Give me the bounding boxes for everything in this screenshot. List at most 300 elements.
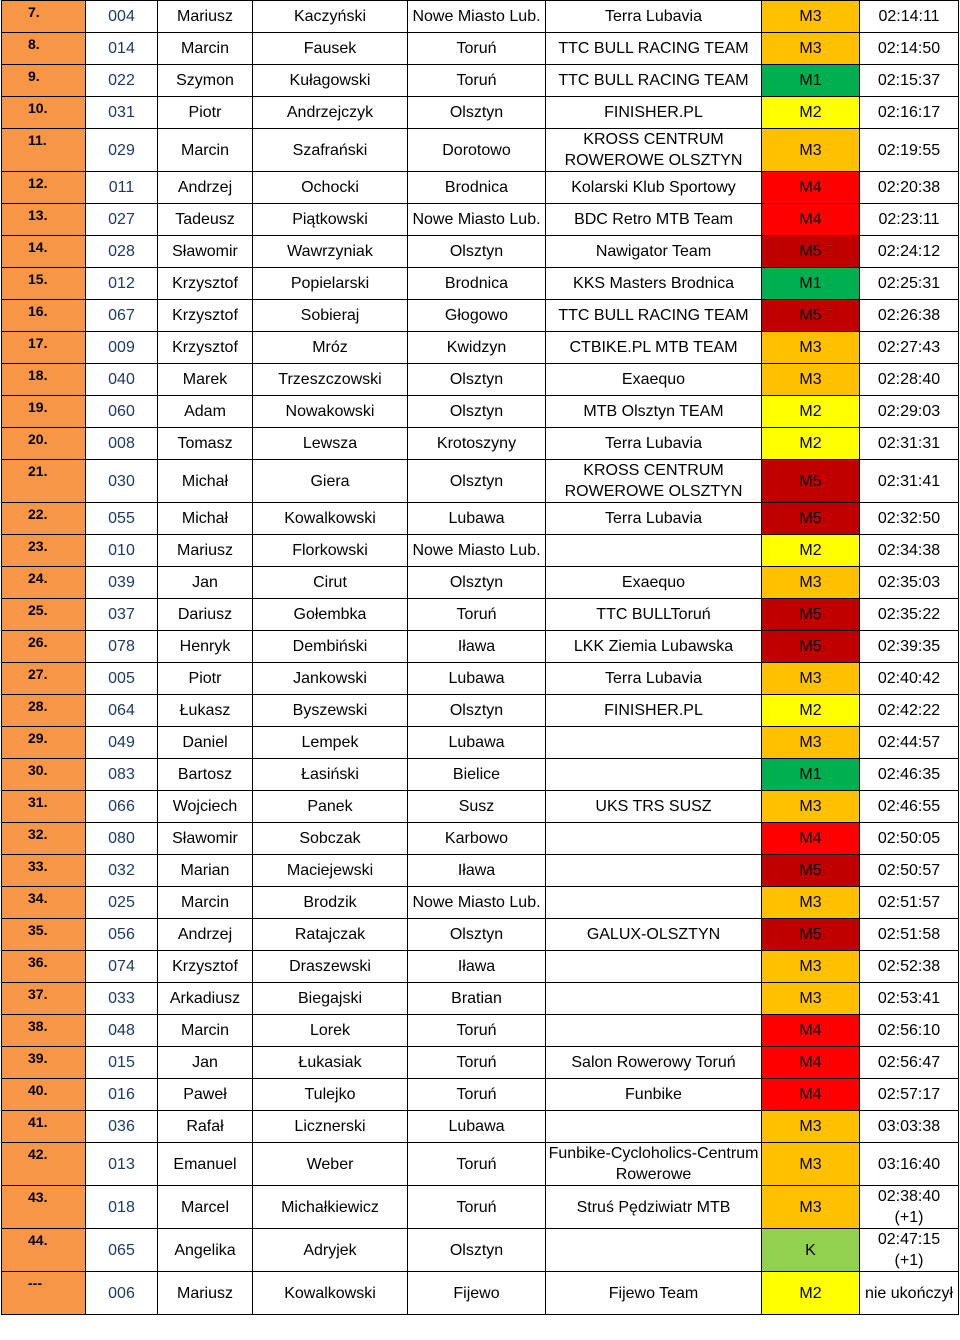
category-cell: M4 [762,1079,860,1111]
city-cell: Toruń [408,1047,546,1079]
category-cell: M5 [762,631,860,663]
time-cell: 02:52:38 [860,951,959,983]
city-cell: Toruń [408,599,546,631]
team-cell: UKS TRS SUSZ [546,791,762,823]
category-cell: M3 [762,1,860,33]
time-cell: 02:35:22 [860,599,959,631]
last-name-cell: Lewsza [253,428,408,460]
bib-number-cell: 033 [86,983,158,1015]
last-name-cell: Florkowski [253,535,408,567]
first-name-cell: Tadeusz [158,204,253,236]
category-cell: M4 [762,823,860,855]
category-cell: M2 [762,1272,860,1315]
table-row [2,695,959,727]
category-cell: M4 [762,172,860,204]
position-cell: 33. [2,855,86,887]
city-cell: Olsztyn [408,567,546,599]
bib-number-cell: 009 [86,332,158,364]
city-cell: Iława [408,951,546,983]
bib-number-cell: 036 [86,1111,158,1143]
category-cell: M5 [762,599,860,631]
city-cell: Brodnica [408,172,546,204]
time-cell: 02:50:05 [860,823,959,855]
city-cell: Susz [408,791,546,823]
time-cell: 02:44:57 [860,727,959,759]
team-cell: Funbike-Cycloholics-Centrum Rowerowe [546,1143,762,1186]
table-row [2,204,959,236]
time-cell: 03:16:40 [860,1143,959,1186]
time-cell: 02:24:12 [860,236,959,268]
table-row [2,1111,959,1143]
time-cell: 02:14:50 [860,33,959,65]
city-cell: Olsztyn [408,919,546,951]
last-name-cell: Wawrzyniak [253,236,408,268]
bib-number-cell: 028 [86,236,158,268]
bib-number-cell: 064 [86,695,158,727]
category-cell: M3 [762,1186,860,1229]
position-cell: 18. [2,364,86,396]
last-name-cell: Lempek [253,727,408,759]
last-name-cell: Andrzejczyk [253,97,408,129]
category-cell: M5 [762,855,860,887]
time-cell: 02:50:57 [860,855,959,887]
category-cell: M1 [762,759,860,791]
category-cell: M3 [762,663,860,695]
team-cell: Terra Lubavia [546,428,762,460]
first-name-cell: Rafał [158,1111,253,1143]
last-name-cell: Maciejewski [253,855,408,887]
position-cell: 37. [2,983,86,1015]
time-cell: 02:27:43 [860,332,959,364]
team-cell: Struś Pędziwiatr MTB [546,1186,762,1229]
last-name-cell: Kułagowski [253,65,408,97]
table-row [2,33,959,65]
first-name-cell: Wojciech [158,791,253,823]
category-cell: M4 [762,1047,860,1079]
bib-number-cell: 083 [86,759,158,791]
first-name-cell: Michał [158,460,253,503]
city-cell: Fijewo [408,1272,546,1315]
table-row [2,460,959,503]
first-name-cell: Krzysztof [158,951,253,983]
table-row [2,1047,959,1079]
team-cell [546,1015,762,1047]
position-cell: 30. [2,759,86,791]
city-cell: Krotoszyny [408,428,546,460]
team-cell: Exaequo [546,364,762,396]
table-row [2,1079,959,1111]
team-cell: TTC BULL RACING TEAM [546,65,762,97]
table-row [2,855,959,887]
city-cell: Dorotowo [408,129,546,172]
table-row [2,887,959,919]
table-row [2,396,959,428]
position-cell: --- [2,1272,86,1315]
category-cell: M1 [762,268,860,300]
time-cell: 02:57:17 [860,1079,959,1111]
table-row [2,919,959,951]
city-cell: Toruń [408,65,546,97]
team-cell: Kolarski Klub Sportowy [546,172,762,204]
team-cell: FINISHER.PL [546,97,762,129]
team-cell: CTBIKE.PL MTB TEAM [546,332,762,364]
city-cell: Nowe Miasto Lub. [408,887,546,919]
time-cell: 02:29:03 [860,396,959,428]
city-cell: Kwidzyn [408,332,546,364]
category-cell: M3 [762,332,860,364]
bib-number-cell: 040 [86,364,158,396]
category-cell: M3 [762,727,860,759]
bib-number-cell: 022 [86,65,158,97]
time-cell: 02:14:11 [860,1,959,33]
time-cell: 02:32:50 [860,503,959,535]
last-name-cell: Mróz [253,332,408,364]
category-cell: M5 [762,300,860,332]
bib-number-cell: 010 [86,535,158,567]
table-row [2,663,959,695]
bib-number-cell: 014 [86,33,158,65]
position-cell: 15. [2,268,86,300]
team-cell [546,823,762,855]
time-cell: 02:15:37 [860,65,959,97]
position-cell: 27. [2,663,86,695]
last-name-cell: Tulejko [253,1079,408,1111]
category-cell: M4 [762,1015,860,1047]
bib-number-cell: 004 [86,1,158,33]
first-name-cell: Michał [158,503,253,535]
category-cell: M2 [762,396,860,428]
first-name-cell: Marcel [158,1186,253,1229]
last-name-cell: Licznerski [253,1111,408,1143]
time-cell: 03:03:38 [860,1111,959,1143]
city-cell: Olsztyn [408,364,546,396]
bib-number-cell: 005 [86,663,158,695]
bib-number-cell: 029 [86,129,158,172]
first-name-cell: Marcin [158,1015,253,1047]
city-cell: Toruń [408,33,546,65]
team-cell: TTC BULL RACING TEAM [546,33,762,65]
last-name-cell: Łukasiak [253,1047,408,1079]
position-cell: 11. [2,129,86,172]
position-cell: 44. [2,1229,86,1272]
first-name-cell: Mariusz [158,535,253,567]
bib-number-cell: 006 [86,1272,158,1315]
position-cell: 28. [2,695,86,727]
position-cell: 22. [2,503,86,535]
position-cell: 19. [2,396,86,428]
last-name-cell: Dembiński [253,631,408,663]
first-name-cell: Marcin [158,887,253,919]
category-cell: K [762,1229,860,1272]
bib-number-cell: 078 [86,631,158,663]
team-cell [546,759,762,791]
city-cell: Olsztyn [408,695,546,727]
category-cell: M2 [762,535,860,567]
first-name-cell: Marcin [158,129,253,172]
city-cell: Lubawa [408,1111,546,1143]
team-cell [546,855,762,887]
table-row [2,1229,959,1272]
position-cell: 38. [2,1015,86,1047]
time-cell: 02:51:58 [860,919,959,951]
first-name-cell: Sławomir [158,236,253,268]
last-name-cell: Byszewski [253,695,408,727]
category-cell: M5 [762,503,860,535]
category-cell: M3 [762,1143,860,1186]
time-cell: 02:28:40 [860,364,959,396]
first-name-cell: Andrzej [158,919,253,951]
bib-number-cell: 037 [86,599,158,631]
team-cell: TTC BULLToruń [546,599,762,631]
bib-number-cell: 031 [86,97,158,129]
last-name-cell: Jankowski [253,663,408,695]
bib-number-cell: 074 [86,951,158,983]
team-cell: LKK Ziemia Lubawska [546,631,762,663]
last-name-cell: Kowalkowski [253,1272,408,1315]
time-cell: 02:25:31 [860,268,959,300]
last-name-cell: Biegajski [253,983,408,1015]
first-name-cell: Jan [158,567,253,599]
last-name-cell: Popielarski [253,268,408,300]
table-row [2,1015,959,1047]
results-body [2,1,959,1315]
time-cell: 02:40:42 [860,663,959,695]
last-name-cell: Piątkowski [253,204,408,236]
first-name-cell: Marcin [158,33,253,65]
category-cell: M3 [762,33,860,65]
team-cell: KROSS CENTRUM ROWEROWE OLSZTYN [546,129,762,172]
last-name-cell: Michałkiewicz [253,1186,408,1229]
first-name-cell: Mariusz [158,1,253,33]
last-name-cell: Szafrański [253,129,408,172]
category-cell: M3 [762,567,860,599]
bib-number-cell: 080 [86,823,158,855]
bib-number-cell: 048 [86,1015,158,1047]
last-name-cell: Ochocki [253,172,408,204]
category-cell: M2 [762,97,860,129]
city-cell: Lubawa [408,663,546,695]
table-row [2,503,959,535]
bib-number-cell: 039 [86,567,158,599]
time-cell: 02:39:35 [860,631,959,663]
first-name-cell: Krzysztof [158,268,253,300]
table-row [2,599,959,631]
team-cell [546,1229,762,1272]
bib-number-cell: 060 [86,396,158,428]
first-name-cell: Sławomir [158,823,253,855]
bib-number-cell: 030 [86,460,158,503]
last-name-cell: Gołembka [253,599,408,631]
team-cell: Funbike [546,1079,762,1111]
last-name-cell: Adryjek [253,1229,408,1272]
table-row [2,727,959,759]
first-name-cell: Dariusz [158,599,253,631]
city-cell: Głogowo [408,300,546,332]
last-name-cell: Kowalkowski [253,503,408,535]
last-name-cell: Kaczyński [253,1,408,33]
last-name-cell: Trzeszczowski [253,364,408,396]
first-name-cell: Andrzej [158,172,253,204]
city-cell: Toruń [408,1015,546,1047]
last-name-cell: Panek [253,791,408,823]
table-row [2,65,959,97]
table-row [2,535,959,567]
city-cell: Olsztyn [408,97,546,129]
last-name-cell: Giera [253,460,408,503]
city-cell: Iława [408,631,546,663]
category-cell: M5 [762,460,860,503]
time-cell: 02:34:38 [860,535,959,567]
team-cell: KKS Masters Brodnica [546,268,762,300]
last-name-cell: Sobieraj [253,300,408,332]
time-cell: 02:23:11 [860,204,959,236]
team-cell: TTC BULL RACING TEAM [546,300,762,332]
category-cell: M5 [762,236,860,268]
city-cell: Lubawa [408,727,546,759]
position-cell: 29. [2,727,86,759]
city-cell: Bielice [408,759,546,791]
position-cell: 17. [2,332,86,364]
table-row [2,172,959,204]
table-row [2,364,959,396]
bib-number-cell: 056 [86,919,158,951]
first-name-cell: Marian [158,855,253,887]
team-cell [546,887,762,919]
table-row [2,236,959,268]
table-row [2,1272,959,1315]
first-name-cell: Piotr [158,663,253,695]
first-name-cell: Jan [158,1047,253,1079]
table-row [2,567,959,599]
team-cell: MTB Olsztyn TEAM [546,396,762,428]
first-name-cell: Szymon [158,65,253,97]
category-cell: M3 [762,951,860,983]
last-name-cell: Brodzik [253,887,408,919]
city-cell: Brodnica [408,268,546,300]
time-cell: 02:56:10 [860,1015,959,1047]
last-name-cell: Cirut [253,567,408,599]
position-cell: 40. [2,1079,86,1111]
last-name-cell: Lorek [253,1015,408,1047]
time-cell: 02:20:38 [860,172,959,204]
position-cell: 35. [2,919,86,951]
bib-number-cell: 049 [86,727,158,759]
bib-number-cell: 032 [86,855,158,887]
team-cell: Terra Lubavia [546,503,762,535]
category-cell: M3 [762,983,860,1015]
bib-number-cell: 055 [86,503,158,535]
position-cell: 25. [2,599,86,631]
table-row [2,428,959,460]
bib-number-cell: 015 [86,1047,158,1079]
city-cell: Olsztyn [408,396,546,428]
first-name-cell: Henryk [158,631,253,663]
first-name-cell: Emanuel [158,1143,253,1186]
first-name-cell: Marek [158,364,253,396]
position-cell: 23. [2,535,86,567]
position-cell: 8. [2,33,86,65]
city-cell: Lubawa [408,503,546,535]
category-cell: M3 [762,129,860,172]
position-cell: 41. [2,1111,86,1143]
first-name-cell: Adam [158,396,253,428]
table-row [2,129,959,172]
position-cell: 21. [2,460,86,503]
results-table [1,0,959,1315]
team-cell [546,1111,762,1143]
time-cell: 02:47:15 (+1) [860,1229,959,1272]
position-cell: 9. [2,65,86,97]
city-cell: Nowe Miasto Lub. [408,204,546,236]
table-row [2,983,959,1015]
time-cell: 02:38:40 (+1) [860,1186,959,1229]
category-cell: M4 [762,204,860,236]
last-name-cell: Ratajczak [253,919,408,951]
time-cell: 02:31:41 [860,460,959,503]
position-cell: 26. [2,631,86,663]
time-cell: 02:26:38 [860,300,959,332]
position-cell: 12. [2,172,86,204]
table-row [2,1186,959,1229]
city-cell: Olsztyn [408,236,546,268]
position-cell: 10. [2,97,86,129]
time-cell: 02:46:35 [860,759,959,791]
time-cell: 02:31:31 [860,428,959,460]
bib-number-cell: 013 [86,1143,158,1186]
category-cell: M5 [762,919,860,951]
last-name-cell: Nowakowski [253,396,408,428]
time-cell: 02:53:41 [860,983,959,1015]
time-cell: nie ukończył [860,1272,959,1315]
team-cell: KROSS CENTRUM ROWEROWE OLSZTYN [546,460,762,503]
first-name-cell: Bartosz [158,759,253,791]
position-cell: 20. [2,428,86,460]
city-cell: Karbowo [408,823,546,855]
bib-number-cell: 065 [86,1229,158,1272]
position-cell: 32. [2,823,86,855]
last-name-cell: Draszewski [253,951,408,983]
first-name-cell: Arkadiusz [158,983,253,1015]
bib-number-cell: 066 [86,791,158,823]
position-cell: 13. [2,204,86,236]
city-cell: Iława [408,855,546,887]
position-cell: 42. [2,1143,86,1186]
bib-number-cell: 011 [86,172,158,204]
first-name-cell: Tomasz [158,428,253,460]
team-cell [546,983,762,1015]
first-name-cell: Mariusz [158,1272,253,1315]
position-cell: 24. [2,567,86,599]
city-cell: Nowe Miasto Lub. [408,1,546,33]
team-cell: Terra Lubavia [546,663,762,695]
team-cell [546,535,762,567]
bib-number-cell: 008 [86,428,158,460]
city-cell: Olsztyn [408,460,546,503]
first-name-cell: Krzysztof [158,332,253,364]
bib-number-cell: 012 [86,268,158,300]
category-cell: M3 [762,364,860,396]
team-cell: FINISHER.PL [546,695,762,727]
team-cell: Exaequo [546,567,762,599]
table-row [2,268,959,300]
first-name-cell: Krzysztof [158,300,253,332]
team-cell: Terra Lubavia [546,1,762,33]
table-row [2,759,959,791]
position-cell: 36. [2,951,86,983]
table-row [2,300,959,332]
position-cell: 16. [2,300,86,332]
last-name-cell: Sobczak [253,823,408,855]
